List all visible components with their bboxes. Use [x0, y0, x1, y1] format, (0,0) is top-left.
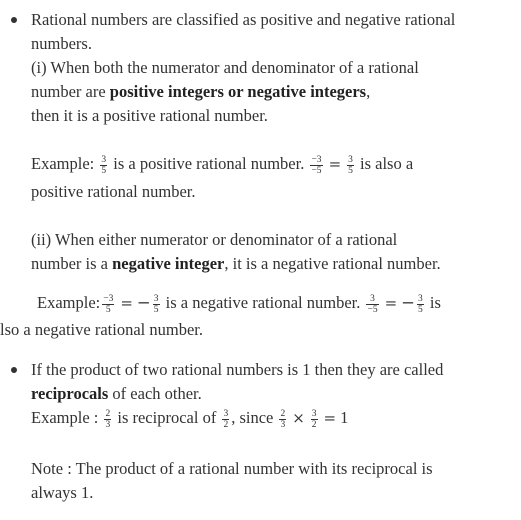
bullet2-example-since: , since	[231, 408, 278, 427]
fraction-numerator: 3	[223, 408, 229, 419]
example1-prefix: Example:	[31, 154, 99, 173]
bullet2-line2-post: of each other.	[108, 384, 202, 403]
fraction	[417, 294, 424, 315]
minus-sign: −	[136, 293, 151, 312]
part2-line2-pre: number is a	[31, 254, 113, 273]
fraction-denominator: 5	[348, 165, 353, 176]
bullet2-line1: If the product of two rational numbers is 1 then they are called	[31, 360, 444, 379]
bullet1-line2: numbers.	[31, 34, 92, 53]
fraction-numerator: −3	[103, 293, 114, 304]
fraction-numerator: 3	[366, 294, 378, 305]
equals-sign: =	[328, 155, 342, 173]
example2-mid: is a negative rational number.	[161, 293, 365, 312]
fraction	[347, 155, 354, 176]
fraction-numerator: 3	[101, 154, 107, 165]
bullet1-line4-post: ,	[366, 82, 371, 101]
bullet1-line4	[31, 80, 370, 104]
fraction-denominator: 2	[223, 419, 229, 430]
fraction-numerator: 3	[348, 154, 353, 165]
fraction-numerator: 2	[280, 408, 286, 419]
equals-sign: =	[384, 294, 398, 312]
example1-continuation: positive rational number.	[31, 182, 196, 201]
part2-line2	[31, 252, 441, 276]
example2-line	[37, 291, 441, 315]
example1-suffix: is also a	[355, 154, 414, 173]
equals-sign: =	[323, 409, 337, 427]
fraction-denominator: 3	[105, 419, 111, 430]
example2-continuation: lso a negative rational number.	[0, 320, 203, 339]
fraction	[310, 155, 322, 176]
note-line1: Note : The product of a rational number with its reciprocal is	[31, 459, 433, 478]
bullet2-line2-bold: reciprocals	[31, 384, 109, 403]
fraction	[279, 409, 286, 430]
fraction-denominator: −5	[367, 304, 378, 315]
part2-line2-bold: negative integer	[112, 254, 225, 273]
bullet1-line4-pre: number are	[31, 82, 110, 101]
fraction-numerator: 2	[105, 408, 111, 419]
fraction-denominator: 3	[280, 419, 286, 430]
note-line2: always 1.	[31, 483, 94, 502]
fraction	[100, 155, 107, 176]
example1-line	[31, 152, 413, 176]
bullet2-line2	[31, 382, 202, 406]
bullet2-example	[31, 406, 348, 430]
fraction-numerator: 3	[311, 408, 317, 419]
bullet1-line5: then it is a positive rational number.	[31, 106, 268, 125]
example1-mid: is a positive rational number.	[109, 154, 309, 173]
equals-sign: =	[120, 294, 133, 312]
bullet2-example-mid: is reciprocal of	[113, 408, 221, 427]
bullet1-line3: (i) When both the numerator and denominator of a rational	[31, 58, 419, 77]
fraction	[104, 409, 111, 430]
fraction-denominator: −5	[311, 165, 322, 176]
part2-line1: (ii) When either numerator or denominator of a rational	[31, 230, 398, 249]
fraction	[366, 294, 378, 315]
bullet1-line1: Rational numbers are classified as positive and negative rational	[31, 10, 456, 29]
fraction-denominator: 5	[101, 165, 107, 176]
fraction	[153, 294, 160, 315]
fraction-denominator: 5	[105, 304, 111, 315]
fraction-numerator: 3	[418, 293, 423, 304]
example2-prefix: Example:	[37, 293, 101, 312]
bullet1-line4-bold: positive integers or negative integers	[109, 82, 367, 101]
bullet2-example-result: 1	[340, 408, 349, 427]
times-sign: ×	[292, 409, 305, 427]
fraction	[222, 409, 229, 430]
fraction-denominator: 5	[153, 304, 159, 315]
fraction-denominator: 2	[311, 419, 317, 430]
part2-line2-post: , it is a negative rational number.	[224, 254, 441, 273]
bullet-dot	[11, 17, 17, 23]
fraction-numerator: 3	[153, 293, 159, 304]
fraction-numerator: −3	[311, 154, 322, 165]
minus-sign: −	[401, 293, 415, 312]
example2-suffix: is	[425, 293, 441, 312]
bullet2-example-prefix: Example :	[31, 408, 103, 427]
fraction	[311, 409, 318, 430]
bullet-dot	[11, 367, 17, 373]
fraction	[102, 294, 114, 315]
fraction-denominator: 5	[418, 304, 423, 315]
